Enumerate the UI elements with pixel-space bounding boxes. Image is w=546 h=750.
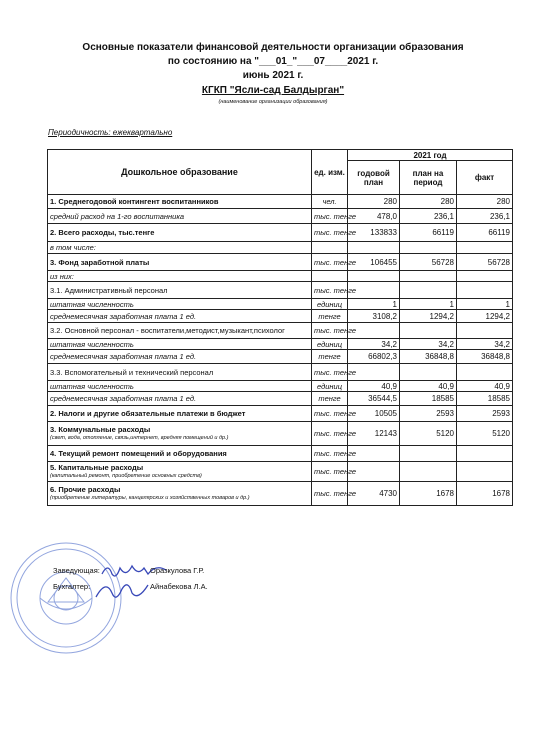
row-title: 6. Прочие расходы [50, 484, 121, 494]
table-row [48, 422, 513, 446]
row-unit: тыс. тенге [312, 446, 348, 462]
row-label [48, 482, 312, 506]
table-row [48, 242, 513, 254]
col-unit: ед. изм. [312, 150, 348, 195]
row-label: среднемесячная заработная плата 1 ед. [48, 392, 312, 406]
row-fact-value [457, 364, 513, 381]
row-plan-value: 4730 [348, 482, 400, 506]
row-note: (приобретение литературы, канцелярских и хозяйственных товаров и др.) [50, 494, 250, 501]
row-label: 3. Фонд заработной платы [48, 254, 312, 271]
row-unit: тыс. тенге [312, 323, 348, 339]
financial-table [47, 149, 513, 506]
row-period-value [400, 323, 457, 339]
periodicity-label: Периодичность: ежеквартально [48, 128, 173, 137]
row-period-value: 1678 [400, 482, 457, 506]
col-plan: годовой план [348, 161, 400, 195]
report-date: по состоянию на "___01_"___07____2021 г. [167, 56, 379, 67]
row-unit: тыс. тенге [312, 482, 348, 506]
row-fact-value [457, 446, 513, 462]
row-period-value [400, 446, 457, 462]
row-period-value: 36848,8 [400, 350, 457, 364]
row-unit: тыс. тенге [312, 422, 348, 446]
row-fact-value: 2593 [457, 406, 513, 422]
table-row [48, 482, 513, 506]
row-period-value: 40,9 [400, 381, 457, 392]
table-row [48, 446, 513, 462]
row-unit: тенге [312, 310, 348, 323]
row-fact-value: 56728 [457, 254, 513, 271]
row-period-value: 56728 [400, 254, 457, 271]
row-unit: единиц [312, 381, 348, 392]
row-label: 3.1. Административный персонал [48, 282, 312, 299]
row-fact-value [457, 282, 513, 299]
row-label: среднемесячная заработная плата 1 ед. [48, 350, 312, 364]
row-unit [312, 271, 348, 282]
organization-caption: (наименование организации образования) [218, 99, 328, 105]
row-unit: тыс. тенге [312, 364, 348, 381]
row-unit: тыс. тенге [312, 406, 348, 422]
row-fact-value: 280 [457, 195, 513, 209]
row-period-value: 1 [400, 299, 457, 310]
row-label: 3.3. Вспомогательный и технический персонал [48, 364, 312, 381]
col-fact: факт [457, 161, 513, 195]
table-row [48, 195, 513, 209]
accountant-name: Айнабекова Л.А. [150, 582, 208, 591]
row-fact-value: 236,1 [457, 209, 513, 224]
row-period-value: 236,1 [400, 209, 457, 224]
row-note: (свет, вода, отопление, связь,интернет, вредняя помещений и др.) [50, 434, 229, 441]
row-label: средний расход на 1-го воспитанника [48, 209, 312, 224]
row-label: из них: [48, 271, 312, 282]
table-row [48, 406, 513, 422]
row-plan-value: 34,2 [348, 339, 400, 350]
row-title: 3. Коммунальные расходы [50, 424, 151, 434]
row-unit [312, 242, 348, 254]
row-period-value [400, 462, 457, 482]
row-title: 5. Капитальные расходы [50, 462, 144, 472]
row-fact-value [457, 271, 513, 282]
row-period-value: 280 [400, 195, 457, 209]
table-row [48, 282, 513, 299]
row-fact-value: 1294,2 [457, 310, 513, 323]
organization-name: КГКП "Ясли-сад Балдырган" [201, 85, 345, 96]
row-fact-value [457, 462, 513, 482]
row-plan-value: 10505 [348, 406, 400, 422]
row-fact-value: 18585 [457, 392, 513, 406]
col-year: 2021 год [348, 150, 513, 161]
row-unit: единиц [312, 339, 348, 350]
table-row [48, 224, 513, 242]
table-body [48, 195, 513, 506]
row-fact-value [457, 323, 513, 339]
row-plan-value: 36544,5 [348, 392, 400, 406]
row-plan-value: 12143 [348, 422, 400, 446]
row-label: в том числе: [48, 242, 312, 254]
table-row [48, 209, 513, 224]
row-label: 4. Текущий ремонт помещений и оборудования [48, 446, 312, 462]
head-name: Оразкулова Г.Р. [150, 566, 205, 575]
row-unit: тенге [312, 350, 348, 364]
row-label: среднемесячная заработная плата 1 ед. [48, 310, 312, 323]
row-fact-value: 36848,8 [457, 350, 513, 364]
row-unit: тыс. тенге [312, 224, 348, 242]
row-plan-value: 106455 [348, 254, 400, 271]
row-period-value [400, 271, 457, 282]
table-row [48, 254, 513, 271]
row-label: 1. Среднегодовой контингент воспитанников [48, 195, 312, 209]
row-fact-value: 40,9 [457, 381, 513, 392]
row-plan-value: 3108,2 [348, 310, 400, 323]
row-note: (капитальный ремонт, приобретение основных средств) [50, 472, 202, 479]
col-title: Дошкольное образование [48, 150, 312, 195]
row-plan-value: 133833 [348, 224, 400, 242]
row-unit: тыс. тенге [312, 282, 348, 299]
row-plan-value [348, 271, 400, 282]
row-label: 3.2. Основной персонал - воспитатели,методист,музыкант,психолог [48, 323, 312, 339]
table-row [48, 462, 513, 482]
row-plan-value [348, 242, 400, 254]
accountant-signature-icon [92, 577, 152, 605]
row-fact-value: 34,2 [457, 339, 513, 350]
accountant-label: Бухгалтер: [53, 582, 91, 591]
table-row [48, 310, 513, 323]
row-period-value: 2593 [400, 406, 457, 422]
row-label: штатная численность [48, 299, 312, 310]
row-plan-value: 40,9 [348, 381, 400, 392]
row-plan-value: 66802,3 [348, 350, 400, 364]
row-unit: тыс. тенге [312, 462, 348, 482]
row-label [48, 462, 312, 482]
row-label: штатная численность [48, 381, 312, 392]
table-row [48, 381, 513, 392]
table-row [48, 350, 513, 364]
report-month: июнь 2021 г. [242, 70, 304, 81]
row-plan-value: 478,0 [348, 209, 400, 224]
row-unit: тенге [312, 392, 348, 406]
row-unit: тыс. тенге [312, 254, 348, 271]
row-label [48, 422, 312, 446]
row-fact-value: 66119 [457, 224, 513, 242]
row-unit: тыс. тенге [312, 209, 348, 224]
row-unit: чел. [312, 195, 348, 209]
row-fact-value: 1 [457, 299, 513, 310]
row-fact-value: 1678 [457, 482, 513, 506]
report-title: Основные показатели финансовой деятельности организации образования [82, 42, 464, 53]
head-label: Заведующая: [53, 566, 100, 575]
table-row [48, 392, 513, 406]
row-label: 2. Всего расходы, тыс.тенге [48, 224, 312, 242]
table-row [48, 339, 513, 350]
row-period-value: 1294,2 [400, 310, 457, 323]
row-label: штатная численность [48, 339, 312, 350]
row-period-value: 66119 [400, 224, 457, 242]
row-plan-value: 280 [348, 195, 400, 209]
row-period-value: 18585 [400, 392, 457, 406]
row-label: 2. Налоги и другие обязательные платежи в бюджет [48, 406, 312, 422]
row-period-value [400, 364, 457, 381]
table-row [48, 323, 513, 339]
col-period: план на период [400, 161, 457, 195]
row-period-value: 5120 [400, 422, 457, 446]
row-period-value [400, 242, 457, 254]
row-plan-value: 1 [348, 299, 400, 310]
row-period-value [400, 282, 457, 299]
table-row [48, 364, 513, 381]
row-period-value: 34,2 [400, 339, 457, 350]
row-unit: единиц [312, 299, 348, 310]
row-fact-value [457, 242, 513, 254]
table-row [48, 271, 513, 282]
row-fact-value: 5120 [457, 422, 513, 446]
table-row [48, 299, 513, 310]
